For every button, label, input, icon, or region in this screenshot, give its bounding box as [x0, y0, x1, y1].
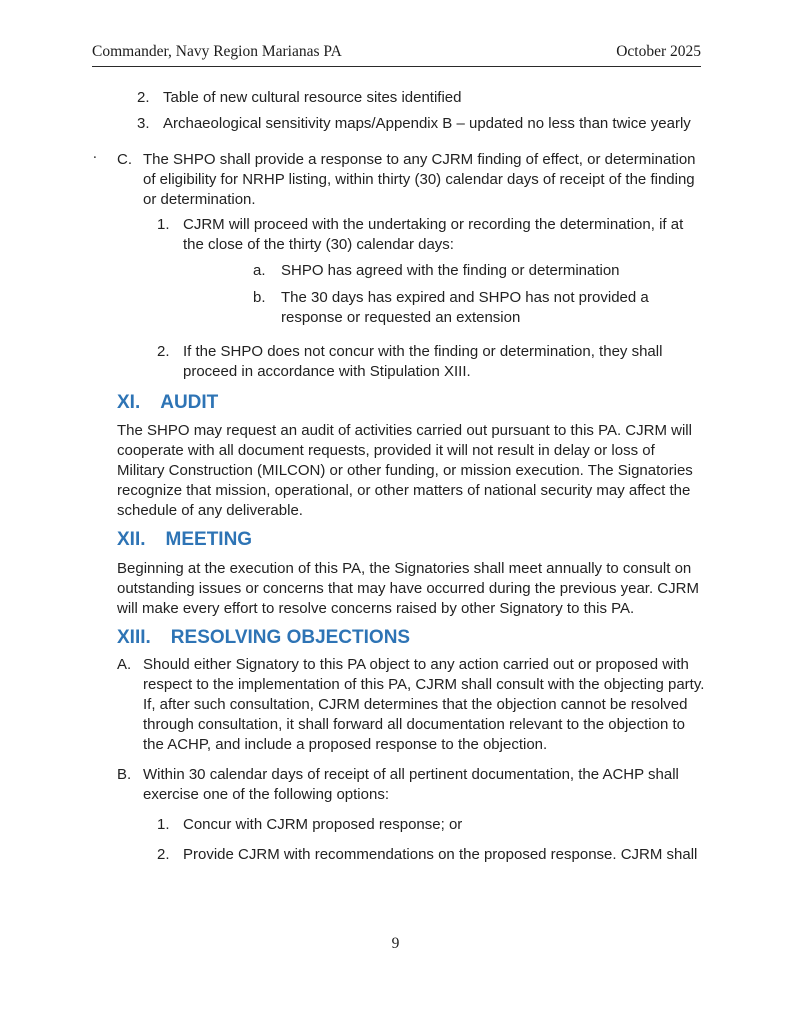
item-text: Archaeological sensitivity maps/Appendix B – updated no less than twice yearly — [163, 115, 691, 132]
list-item-3 — [137, 114, 705, 134]
section-body-xii: Beginning at the execution of this PA, the Signatories shall meet annually to consult on outstanding issues or concerns that may have occurred during the previous year. CJRM will make every effort to resolve concerns raised by other Signatory to this PA. — [117, 560, 699, 617]
stray-period-mark: . — [93, 146, 97, 162]
list-item-2 — [137, 88, 705, 108]
section-heading-xii-meeting — [117, 527, 705, 553]
item-text: Provide CJRM with recommendations on the proposed response. CJRM shall — [183, 846, 698, 863]
item-text: SHPO has agreed with the finding or determination — [281, 262, 620, 279]
section-number: XIII. — [117, 627, 151, 648]
item-number: a. — [253, 262, 266, 279]
section-title: MEETING — [165, 529, 253, 550]
list-item-C1a — [253, 261, 705, 281]
item-number: B. — [117, 766, 132, 783]
list-item-B — [117, 765, 705, 805]
item-number: 2. — [157, 846, 170, 863]
section-title: AUDIT — [160, 392, 219, 413]
section-body-xi: The SHPO may request an audit of activities carried out pursuant to this PA. CJRM will cooperate with all document requests, provided it will not result in delay or loss of Military Construction (MILCON) or other funding, or mission execution. The Signatories recognize that mission, operational, or other matters of national security may affect the schedule of any deliverable. — [117, 422, 693, 519]
item-text: CJRM will proceed with the undertaking or recording the determination, if at the close of the thirty (30) calendar days: — [183, 216, 684, 253]
item-text: Should either Signatory to this PA object to any action carried out or proposed with respect to the implementation of this PA, CJRM shall consult with the objecting party. If, after such consultation, CJRM determines that the objection cannot be resolved through consultation, it shall forward all documentation relevant to the objection to the ACHP, and include a proposed response to the objection. — [143, 656, 705, 753]
page-number: 9 — [391, 935, 400, 952]
item-text: The SHPO shall provide a response to any CJRM finding of effect, or determination of eligibility for NRHP listing, within thirty (30) calendar days of receipt of the finding or determination. — [143, 151, 696, 208]
item-number: 2. — [137, 89, 150, 106]
list-item-C — [117, 150, 705, 210]
list-item-A — [117, 655, 705, 755]
list-item-C2 — [157, 342, 705, 382]
item-text: Concur with CJRM proposed response; or — [183, 816, 463, 833]
section-title: RESOLVING OBJECTIONS — [170, 627, 411, 648]
item-number: 3. — [137, 115, 150, 132]
section-heading-xiii-resolving-objections — [117, 625, 705, 651]
list-item-B1 — [157, 815, 705, 835]
item-text: The 30 days has expired and SHPO has not provided a response or requested an extension — [281, 289, 649, 326]
section-number: XI. — [117, 392, 141, 413]
section-number: XII. — [117, 529, 146, 550]
header-date: October 2025 — [616, 43, 701, 60]
item-text: If the SHPO does not concur with the finding or determination, they shall proceed in accordance with Stipulation XIII. — [183, 343, 663, 380]
header-doc-title: Commander, Navy Region Marianas PA — [92, 43, 342, 60]
item-number: A. — [117, 656, 132, 673]
list-item-C1 — [157, 215, 705, 255]
item-number: 1. — [157, 816, 170, 833]
item-number: 2. — [157, 343, 170, 360]
item-number: b. — [253, 289, 266, 306]
item-text: Table of new cultural resource sites identified — [163, 89, 462, 106]
page-header — [92, 42, 701, 67]
item-text: Within 30 calendar days of receipt of all pertinent documentation, the ACHP shall exercise one of the following options: — [143, 766, 679, 803]
list-item-B2 — [157, 845, 705, 865]
list-item-C1b — [253, 288, 705, 328]
page-content — [117, 0, 705, 865]
item-number: C. — [117, 151, 132, 168]
item-number: 1. — [157, 216, 170, 233]
section-heading-xi-audit — [117, 390, 705, 416]
